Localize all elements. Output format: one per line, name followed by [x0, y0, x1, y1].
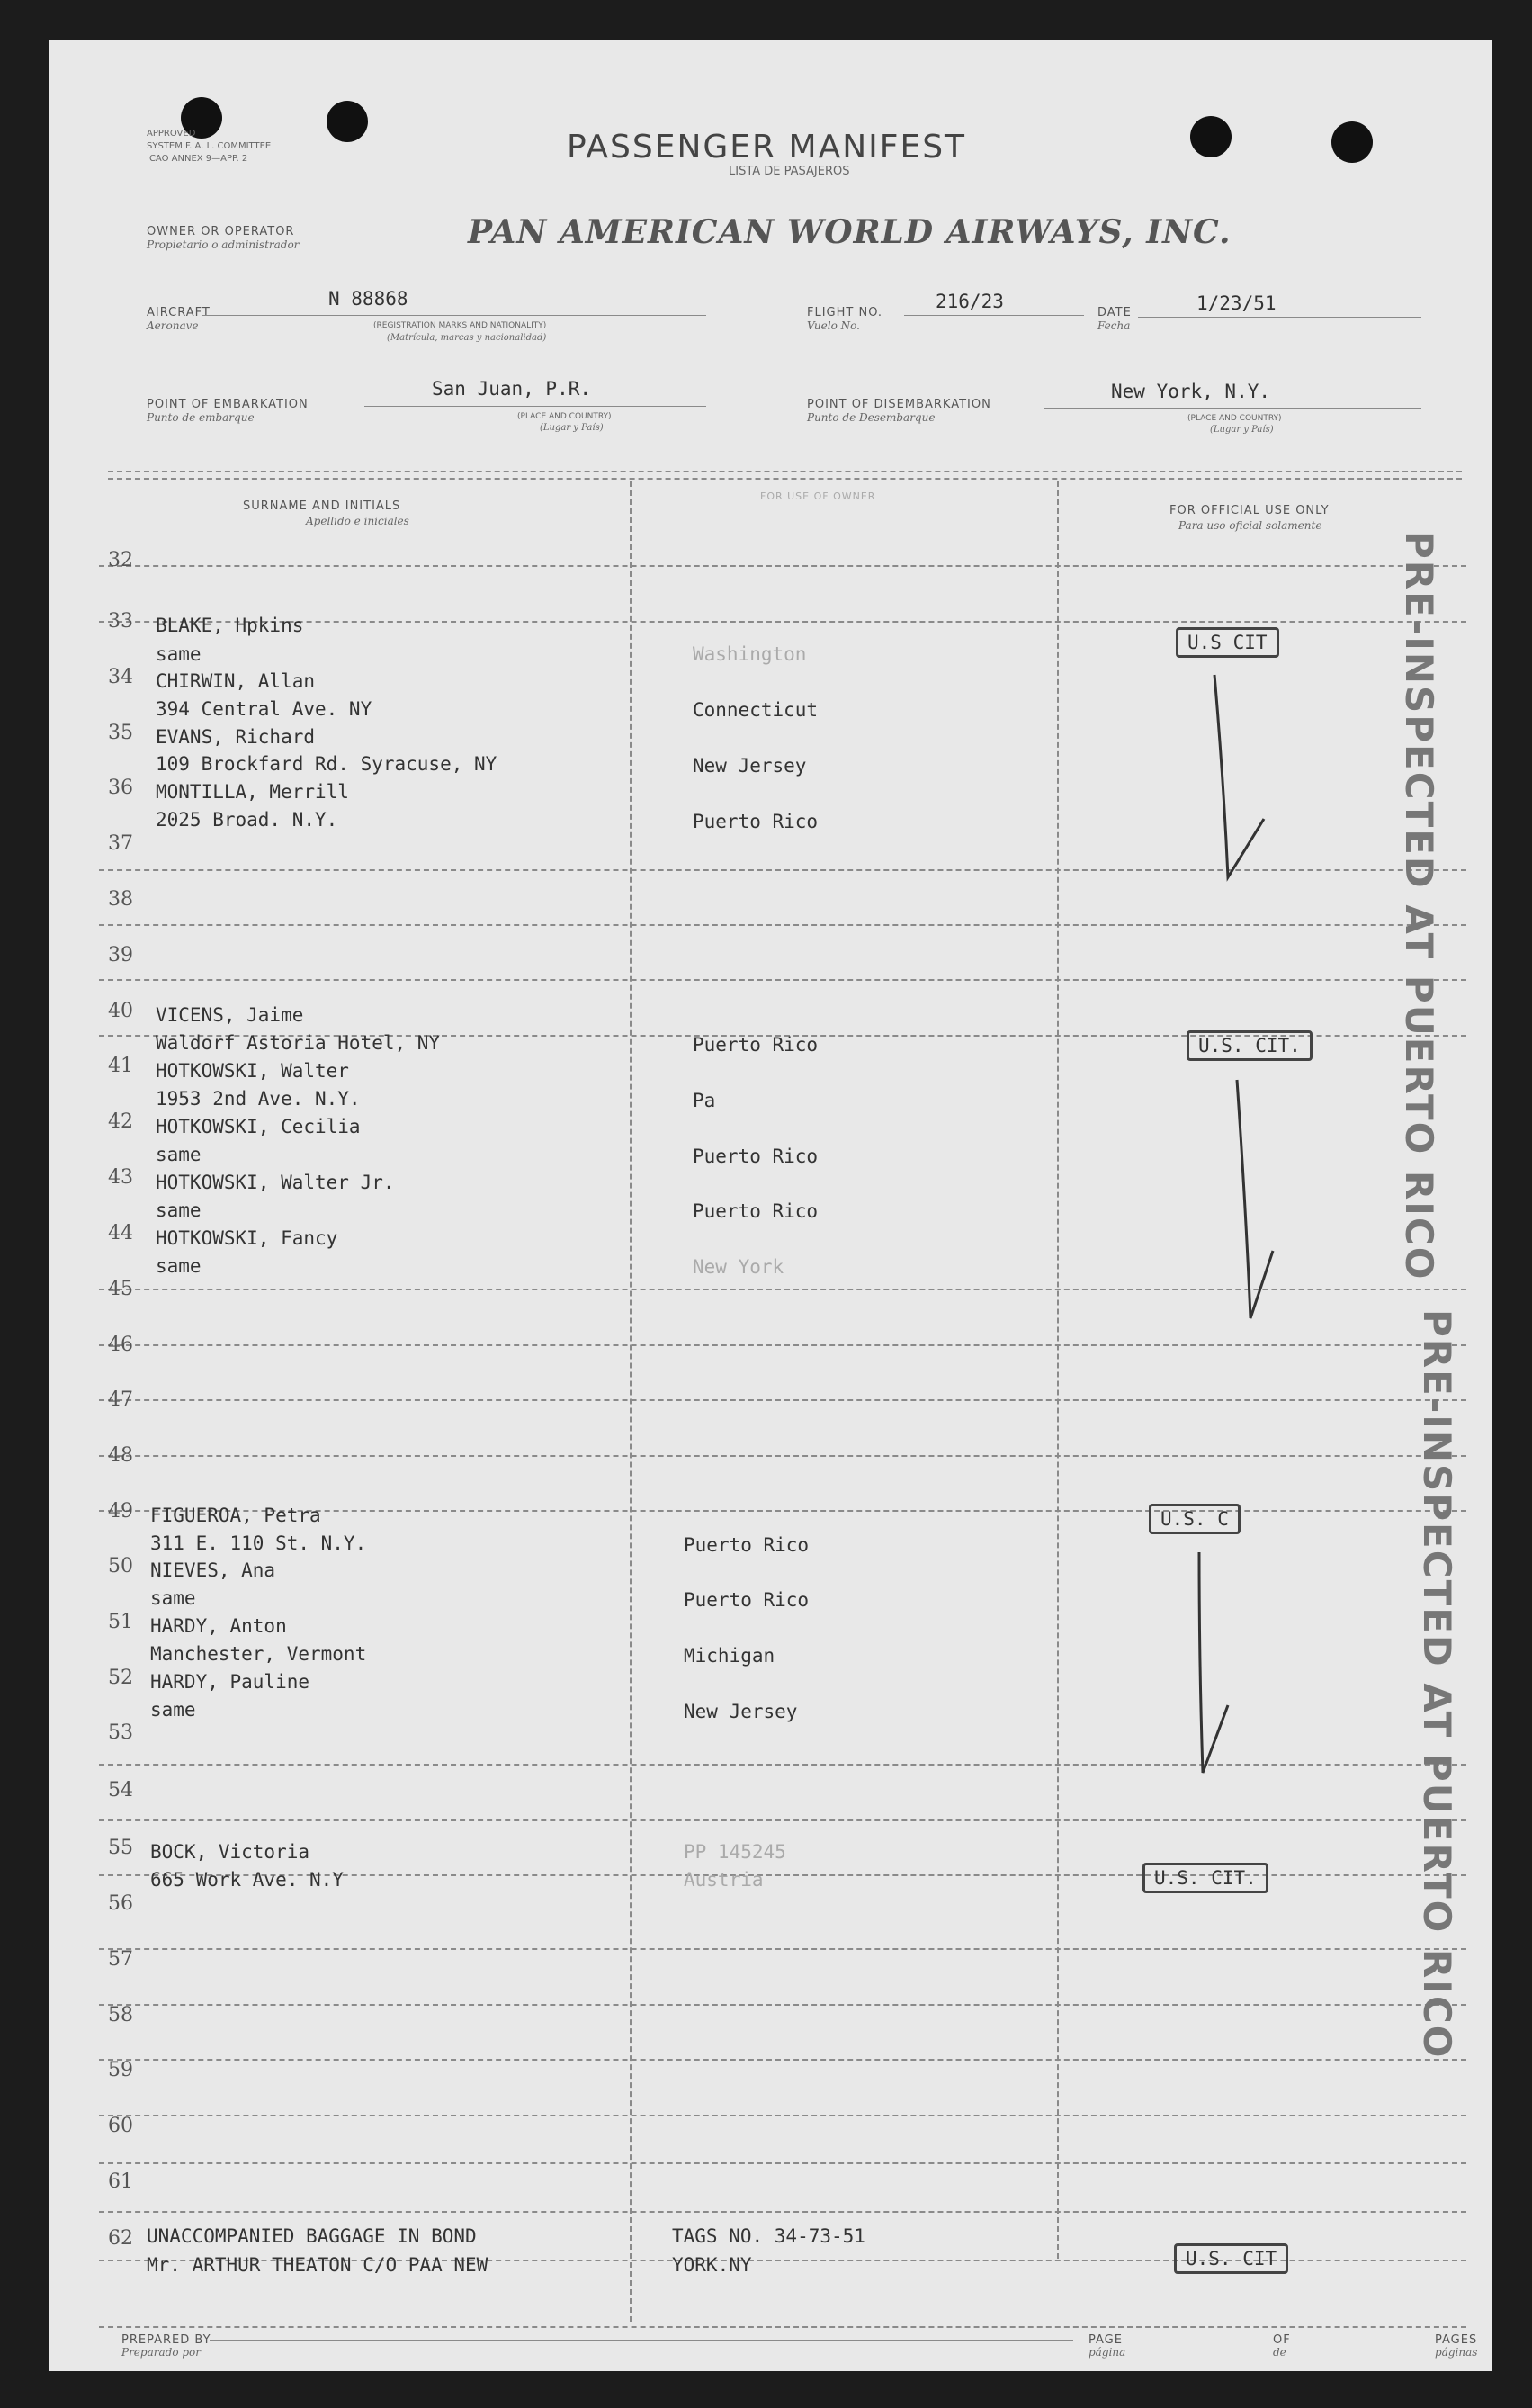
row-line: [99, 2115, 1466, 2116]
row-number: 62: [108, 2227, 133, 2250]
row-number: 52: [108, 1667, 133, 1689]
passenger-destination: New Jersey: [684, 1701, 798, 1722]
us-citizen-stamp: U.S. CIT.: [1142, 1863, 1268, 1893]
aircraft-value: N 88868: [328, 288, 408, 310]
row-number: 39: [108, 944, 133, 966]
row-line: [99, 979, 1466, 981]
passenger-address: same: [150, 1699, 196, 1721]
row-number: 61: [108, 2170, 133, 2193]
passenger-name: EVANS, Richard: [156, 726, 316, 748]
passenger-name: HARDY, Anton: [150, 1615, 287, 1637]
col-official-header: FOR OFFICIAL USE ONLY: [1169, 504, 1330, 517]
page-title-es: LISTA DE PASAJEROS: [729, 165, 850, 178]
passenger-address: 665 Work Ave. N.Y: [150, 1869, 344, 1891]
row-line: [99, 924, 1466, 926]
disembark-place-note-es: (Lugar y País): [1210, 425, 1274, 435]
of-label-es: de: [1273, 2346, 1286, 2359]
passenger-address: 109 Brockfard Rd. Syracuse, NY: [156, 753, 497, 775]
row-line: [99, 2059, 1466, 2061]
disembark-value: New York, N.Y.: [1111, 381, 1271, 402]
punch-hole: [1331, 121, 1373, 163]
registration-note: (REGISTRATION MARKS AND NATIONALITY): [373, 321, 547, 330]
row-number: 33: [108, 610, 133, 633]
baggage-tags: TAGS NO. 34-73-51: [672, 2225, 865, 2247]
flight-label: FLIGHT NO.: [807, 306, 883, 319]
passenger-name: HOTKOWSKI, Fancy: [156, 1227, 338, 1249]
passenger-name: HOTKOWSKI, Walter Jr.: [156, 1172, 395, 1193]
passenger-name: HOTKOWSKI, Cecilia: [156, 1116, 361, 1137]
pre-inspected-stamp: PRE-INSPECTED AT PUERTO RICO: [1397, 531, 1441, 1281]
punch-hole: [1190, 116, 1232, 157]
passenger-address: 2025 Broad. N.Y.: [156, 809, 338, 831]
col-official-header-es: Para uso oficial solamente: [1178, 519, 1322, 532]
row-number: 38: [108, 888, 133, 911]
row-line: [99, 2162, 1466, 2164]
passenger-address: same: [156, 1200, 202, 1221]
passenger-address: same: [150, 1587, 196, 1609]
row-number: 60: [108, 2115, 133, 2137]
check-mark-icon: [1192, 1548, 1246, 1782]
punch-hole: [327, 101, 368, 142]
row-number: 58: [108, 2004, 133, 2026]
row-number: 50: [108, 1555, 133, 1577]
row-number: 46: [108, 1334, 133, 1356]
disembark-line: [1044, 408, 1421, 409]
prepared-by-label-es: Preparado por: [121, 2346, 202, 2359]
aircraft-label-es: Aeronave: [147, 319, 199, 332]
row-number: 35: [108, 722, 133, 744]
row-number: 55: [108, 1837, 133, 1859]
date-label: DATE: [1097, 306, 1132, 319]
flight-line: [904, 315, 1084, 316]
passenger-destination: Puerto Rico: [684, 1534, 810, 1556]
row-number: 54: [108, 1779, 133, 1802]
passenger-address: Manchester, Vermont: [150, 1643, 367, 1665]
passenger-destination: Puerto Rico: [693, 1034, 819, 1056]
passenger-destination: Puerto Rico: [693, 1200, 819, 1222]
us-citizen-stamp: U.S. CIT.: [1187, 1030, 1313, 1061]
passenger-name: MONTILLA, Merrill: [156, 781, 349, 803]
passenger-destination: New York: [693, 1256, 784, 1278]
passenger-name: BLAKE, Hpkins: [156, 615, 304, 636]
header-rule: [108, 471, 1462, 472]
flight-value: 216/23: [936, 291, 1004, 312]
row-number: 53: [108, 1721, 133, 1744]
row-number: 45: [108, 1278, 133, 1300]
row-number: 56: [108, 1892, 133, 1915]
page-title: PASSENGER MANIFEST: [567, 129, 967, 166]
date-value: 1/23/51: [1196, 292, 1277, 314]
embark-line: [364, 406, 706, 407]
us-citizen-stamp: U.S CIT: [1176, 627, 1279, 658]
row-number: 59: [108, 2059, 133, 2081]
pages-label: PAGES: [1435, 2333, 1478, 2347]
passenger-address: 311 E. 110 St. N.Y.: [150, 1532, 367, 1554]
row-number: 47: [108, 1388, 133, 1411]
flight-label-es: Vuelo No.: [807, 319, 860, 332]
prepared-by-label: PREPARED BY: [121, 2333, 211, 2347]
row-number: 42: [108, 1110, 133, 1133]
passenger-address: 394 Central Ave. NY: [156, 698, 372, 720]
disembark-place-note: (PLACE AND COUNTRY): [1187, 414, 1282, 423]
passenger-name: HOTKOWSKI, Walter: [156, 1060, 349, 1082]
us-citizen-stamp: U.S. CIT: [1174, 2243, 1288, 2274]
passenger-destination: New Jersey: [693, 755, 807, 777]
header-rule: [108, 478, 1462, 480]
passenger-address: same: [156, 1255, 202, 1277]
embark-place-note-es: (Lugar y País): [540, 423, 604, 433]
approval-line-3: ICAO ANNEX 9—APP. 2: [147, 154, 248, 164]
row-number: 34: [108, 666, 133, 688]
passenger-name: FIGUEROA, Petra: [150, 1505, 321, 1526]
row-number: 49: [108, 1500, 133, 1523]
row-number: 51: [108, 1611, 133, 1633]
embark-value: San Juan, P.R.: [432, 378, 592, 400]
owner-label: OWNER OR OPERATOR: [147, 225, 295, 238]
page-label: PAGE: [1089, 2333, 1123, 2347]
embark-label-es: Punto de embarque: [147, 411, 255, 424]
row-number: 48: [108, 1444, 133, 1467]
aircraft-label: AIRCRAFT: [147, 306, 211, 319]
owner-label-es: Propietario o administrador: [147, 238, 300, 251]
approval-line-2: SYSTEM F. A. L. COMMITTEE: [147, 141, 272, 151]
row-line: [99, 1455, 1466, 1457]
row-number: 32: [108, 549, 133, 571]
row-line: [99, 1948, 1466, 1950]
passenger-destination: Pa: [693, 1090, 716, 1111]
disembark-label-es: Punto de Desembarque: [807, 411, 936, 424]
check-mark-icon: [1210, 670, 1282, 886]
col-owner-header: FOR USE OF OWNER: [760, 490, 876, 502]
passenger-destination: Puerto Rico: [693, 811, 819, 832]
row-line: [99, 2004, 1466, 2006]
row-line: [99, 1819, 1466, 1821]
approval-line-1: APPROVED: [147, 129, 196, 139]
baggage-line-2: Mr. ARTHUR THEATON C/O PAA NEW: [147, 2254, 488, 2276]
passenger-address: 1953 2nd Ave. N.Y.: [156, 1088, 361, 1110]
aircraft-line: [202, 315, 706, 316]
row-number: 37: [108, 832, 133, 855]
pages-label-es: páginas: [1435, 2346, 1478, 2359]
date-line: [1138, 317, 1421, 318]
baggage-tags-location: YORK.NY: [672, 2254, 752, 2276]
passenger-destination: Michigan: [684, 1645, 775, 1667]
pre-inspected-stamp: PRE-INSPECTED AT PUERTO RICO: [1415, 1309, 1459, 2060]
passenger-name: NIEVES, Ana: [150, 1559, 276, 1581]
embark-label: POINT OF EMBARKATION: [147, 398, 309, 411]
baggage-line-1: UNACCOMPANIED BAGGAGE IN BOND: [147, 2225, 477, 2247]
passenger-destination: Puerto Rico: [693, 1146, 819, 1167]
row-number: 57: [108, 1948, 133, 1971]
row-line: [99, 1764, 1466, 1766]
column-divider: [1057, 481, 1059, 2259]
row-line: [99, 2211, 1466, 2213]
of-label: OF: [1273, 2333, 1291, 2347]
registration-note-es: (Matrícula, marcas y nacionalidad): [387, 333, 547, 343]
passenger-passport: PP 145245: [684, 1841, 786, 1863]
page-label-es: página: [1089, 2346, 1126, 2359]
passenger-destination: Puerto Rico: [684, 1589, 810, 1611]
passenger-destination: Connecticut: [693, 699, 819, 721]
row-line: [99, 621, 1466, 623]
row-number: 36: [108, 777, 133, 799]
disembark-label: POINT OF DISEMBARKATION: [807, 398, 991, 411]
row-line: [99, 1344, 1466, 1346]
row-number: 43: [108, 1166, 133, 1189]
manifest-sheet: [49, 40, 1492, 2371]
passenger-name: CHIRWIN, Allan: [156, 670, 316, 692]
column-divider: [630, 481, 632, 2322]
passenger-name: HARDY, Pauline: [150, 1671, 310, 1693]
row-line: [99, 565, 1466, 567]
passenger-destination: Austria: [684, 1869, 764, 1891]
embark-place-note: (PLACE AND COUNTRY): [517, 412, 612, 421]
row-line: [99, 2326, 1466, 2328]
passenger-address: Waldorf Astoria Hotel, NY: [156, 1032, 441, 1054]
prepared-by-line: [210, 2340, 1073, 2341]
us-citizen-stamp: U.S. C: [1149, 1504, 1241, 1534]
passenger-name: VICENS, Jaime: [156, 1004, 304, 1026]
col-surname-header: SURNAME AND INITIALS: [243, 499, 401, 513]
col-surname-header-es: Apellido e iniciales: [306, 515, 409, 527]
passenger-name: BOCK, Victoria: [150, 1841, 310, 1863]
row-number: 44: [108, 1222, 133, 1244]
owner-value: PAN AMERICAN WORLD AIRWAYS, INC.: [468, 213, 1232, 251]
row-line: [99, 1399, 1466, 1401]
check-mark-icon: [1228, 1075, 1300, 1327]
passenger-address: same: [156, 643, 202, 665]
passenger-address: same: [156, 1144, 202, 1165]
row-number: 41: [108, 1055, 133, 1077]
passenger-destination: Washington: [693, 643, 807, 665]
date-label-es: Fecha: [1097, 319, 1131, 332]
row-number: 40: [108, 1000, 133, 1022]
